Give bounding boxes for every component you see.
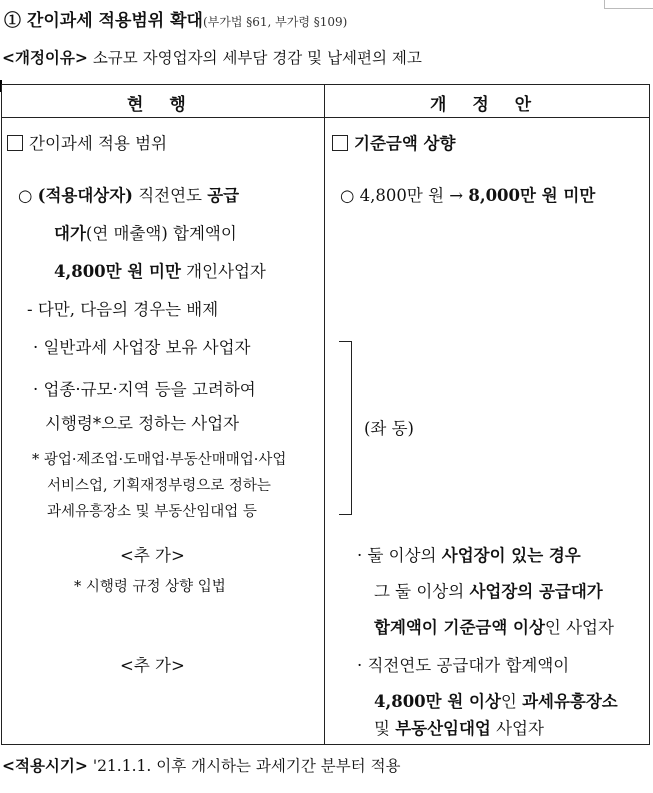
column-divider [324,85,325,744]
revised-p1-line3: 합계액이 기준금액 이상인 사업자 [374,618,614,637]
revised-p2-line3: 및 부동산임대업 사업자 [374,719,544,738]
reason-text: 소규모 자영업자의 세부담 경감 및 납세편의 제고 [92,49,422,67]
current-note-line1: * 광업·제조업·도매업·부동산매매업·사업 [32,452,287,468]
revised-heading: 기준금액 상향 [332,125,455,162]
section-title [4,6,347,31]
checkbox-square-icon [7,135,23,151]
page-corner-fragment [604,0,653,9]
section-number: ① [4,11,21,31]
current-item1-line3: 4,800만 원 미만 개인사업자 [54,262,266,281]
header-divider [2,117,649,118]
effective-line [2,754,401,776]
effective-label: <적용시기> [2,756,88,775]
revised-p1-line1: · 둘 이상의 사업장이 있는 경우 [357,546,581,565]
current-item1-line2: 대가(연 매출액) 합계액이 [54,224,237,243]
current-sub2-line2: 시행령*으로 정하는 사업자 [45,414,240,433]
reason-line [2,46,422,68]
header-current: 현 행 [127,95,196,115]
revised-p2-line1: · 직전연도 공급대가 합계액이 [357,656,570,675]
bracket-mark [339,341,352,515]
section-title-text: 간이과세 적용범위 확대 [26,11,203,31]
current-note-line3: 과세유흥장소 및 부동산임대업 등 [47,504,257,520]
header-revised: 개 정 안 [430,95,542,115]
current-add1-note: * 시행령 규정 상향 입법 [74,579,226,595]
checkbox-square-icon [332,135,348,151]
revised-p1-line2: 그 둘 이상의 사업장의 공급대가 [374,582,603,601]
revised-p2-line2: 4,800만 원 이상인 과세유흥장소 [374,692,618,711]
current-heading: 간이과세 적용 범위 [7,125,167,162]
current-sub2-line1: · 업종·규모·지역 등을 고려하여 [33,380,256,399]
law-reference: (부가법 §61, 부가령 §109) [202,15,348,29]
current-sub1: · 일반과세 사업장 보유 사업자 [33,338,251,357]
revised-same: (좌 동) [364,419,414,438]
current-add2: <추 가> [120,656,185,675]
reason-label: <개정이유> [2,48,88,67]
current-note-line2: 서비스업, 기획재정부령으로 정하는 [47,478,271,494]
current-item1-line1: ○ (적용대상자) 직전연도 공급 [18,186,240,205]
effective-text: '21.1.1. 이후 개시하는 과세기간 분부터 적용 [92,757,401,775]
current-add1: <추 가> [120,546,185,565]
current-exclude: - 다만, 다음의 경우는 배제 [27,300,219,319]
comparison-table [1,84,650,745]
revised-item1: ○ 4,800만 원 → 8,000만 원 미만 [340,186,596,205]
